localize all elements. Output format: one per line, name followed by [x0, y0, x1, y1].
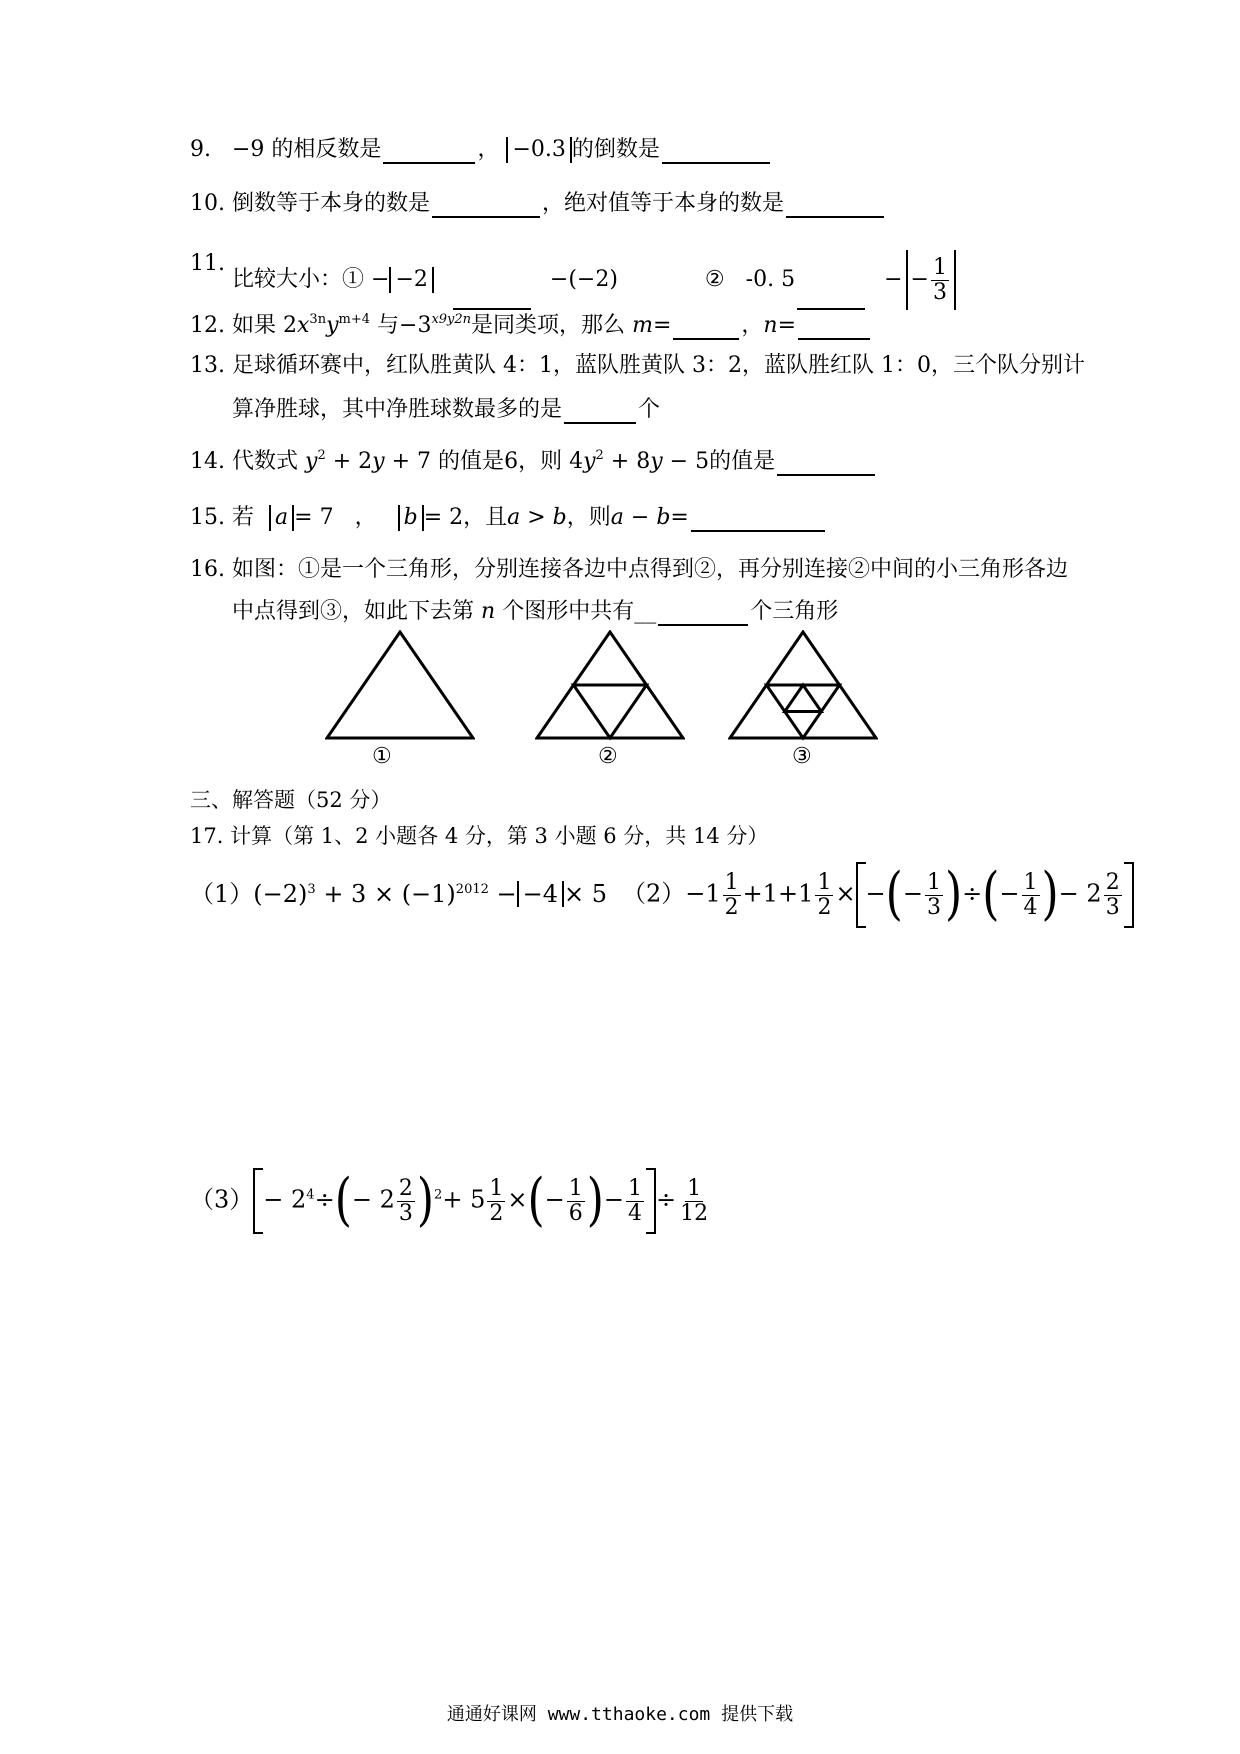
q14-text-c: ，则: [518, 449, 563, 474]
comma: ，: [354, 505, 377, 530]
q16-line-2b: 个图形中共有: [502, 599, 635, 624]
exponent: 2: [595, 448, 604, 463]
fraction: $\frac{1}{12}$: [680, 1175, 709, 1226]
circled-number: ②: [704, 267, 725, 292]
expression: −: [544, 1185, 565, 1214]
part-label: （1）: [190, 880, 254, 908]
q10-text-a: 倒数等于本身的数是: [232, 191, 431, 216]
paren: ): [416, 1167, 435, 1234]
question-number: 11.: [190, 251, 225, 276]
value: 6: [504, 449, 519, 474]
exponent: 3n: [309, 312, 327, 327]
minus-sign: −: [371, 267, 390, 292]
q14-text-b: 的值是: [438, 449, 505, 474]
absolute-value: −0.3: [506, 137, 571, 163]
expression: (−2): [253, 880, 308, 908]
exponent: 3: [307, 882, 316, 897]
q12-text-a: 如果 2: [232, 313, 297, 338]
expression: ×: [835, 879, 856, 908]
exam-page: 9. −9 的相反数是 ， −0.3 的倒数是 10. 倒数等于本身的数是 ，绝对值等于本身的数是 11. 比较大小：① − −2 −(−2) ② -0. 5 − − $\frac{1}{3}$ 12. 如果 $2x^{3n}y^{m+4}$ 与$-3^{x9y2n}$是同类项，那么 m= ，n= 13. 足球循环赛中，红队胜黄队 4：1，蓝队胜黄队 3：2，蓝队胜红队 1：0，三个队分别计 算净胜球，其中净胜球数最多的是 个 14. 代数式 $y^2 + 2y + 7$ 的值是6，则 $4y^2 + 8y - 5$的值是 15. 若 a = 7 ， b = 2，且a > b，则a − b= 16. 如图：①是一个三角形，分别连接各边中点得到②，再分别连接②中间的小三角形各边 中点得到③，如此下去第 n 个图形中共有__ 个三角形 ① ② ③ 三、解答题（52 分） 17. 计算（第 1、2 小题各 4 分，第 3 小题 6 分，共 14 分） $(1)(-2)^3 + 3 \times (-1)^{2012} - -4 \times 5$ （2）−1 $\frac{1}{2}$ +1+1 $\frac{1}{2}$ × −(− $\frac{1}{3}$ )÷(− $\frac{1}{4}$ )− 2 $\frac{2}{3}$ $(3) - 2^4\div(- 2$ $\frac{2}{3}$ )$^2$+ 5 $\frac{1}{2}$ ×(− $\frac{1}{6}$ )− $\frac{1}{4}$ ÷ $\frac{1}{12}$ 通通好课网 www.tthaoke.com 提供下载: [0, 0, 1240, 1754]
paren: (: [885, 861, 903, 928]
comma: ，: [477, 137, 500, 162]
absolute-value: −2: [389, 267, 433, 293]
answer-blank[interactable]: [658, 602, 748, 626]
variable: y: [650, 449, 663, 474]
expression: + 5: [442, 1185, 486, 1214]
triangle-figure-3: [728, 630, 878, 742]
equals: =: [652, 313, 672, 338]
variable: y: [372, 449, 385, 474]
abs-bar: [954, 250, 956, 310]
q13-line-2b: 个: [638, 397, 661, 422]
condition: a > b: [507, 505, 567, 530]
paren: (: [334, 1167, 352, 1234]
q16-line-2a: 中点得到③，如此下去第: [232, 599, 475, 624]
right-bracket: [1124, 862, 1134, 928]
fraction: $\frac{2}{3}$: [398, 1175, 413, 1226]
fraction: $\frac{1}{3}$: [926, 869, 941, 920]
question-number: 9.: [190, 137, 211, 162]
question-number: 14.: [190, 449, 225, 474]
expression: = 7: [294, 505, 334, 530]
expression: + 2: [332, 449, 373, 474]
question-number: 13.: [190, 353, 225, 378]
question-17-title: 17. 计算（第 1、2 小题各 4 分，第 3 小题 6 分，共 14 分）: [190, 824, 769, 848]
expression: 4: [569, 449, 584, 474]
expression: × 5: [564, 880, 608, 908]
comma: ，: [741, 313, 764, 338]
answer-blank[interactable]: [673, 316, 739, 340]
answer-blank[interactable]: [777, 452, 875, 476]
expression: −: [496, 880, 517, 908]
q13-line-2a: 算净胜球，其中净胜球数最多的是: [232, 397, 563, 422]
q12-text-b: 与−3: [377, 313, 432, 338]
expression: − 2: [1058, 879, 1102, 908]
expression: −: [865, 879, 886, 908]
q9-text-b: 的倒数是: [571, 137, 660, 162]
footer-credit: 通通好课网 www.tthaoke.com 提供下载: [446, 1704, 794, 1725]
answer-blank[interactable]: [786, 194, 884, 218]
exponent: x9y2n: [431, 312, 472, 327]
q9-text-a: −9 的相反数是: [232, 137, 382, 162]
paren: ): [944, 861, 963, 928]
answer-blank[interactable]: [797, 286, 865, 310]
fraction: $\frac{1}{4}$: [628, 1175, 643, 1226]
variable: n: [481, 599, 496, 624]
expression: +1+1: [742, 879, 814, 908]
expression: + 8: [610, 449, 651, 474]
exponent: m+4: [338, 312, 371, 327]
variable: y: [326, 313, 339, 338]
q13-line-1: 足球循环赛中，红队胜黄队 4：1，蓝队胜黄队 3：2，蓝队胜红队 1：0，三个队分别计: [232, 353, 1085, 378]
equals: =: [670, 505, 689, 530]
q16-line-1: 如图：①是一个三角形，分别连接各边中点得到②，再分别连接②中间的小三角形各边: [232, 557, 1069, 582]
question-number: 16.: [190, 557, 225, 582]
question-number: 12.: [190, 313, 225, 338]
q11-text-a: 比较大小：①: [232, 267, 365, 292]
equals: =: [777, 313, 796, 338]
q17-part-3: [190, 1168, 790, 1234]
q14-text-d: 的值是: [709, 449, 776, 474]
expression: − 5: [669, 449, 710, 474]
answer-blank[interactable]: [432, 194, 540, 218]
exponent: 2012: [455, 882, 489, 897]
absolute-value: −4: [517, 881, 564, 907]
answer-blank[interactable]: [798, 316, 870, 340]
expression: -0. 5: [745, 267, 796, 292]
paren: (: [982, 861, 1000, 928]
part-label: （2）: [622, 879, 686, 908]
answer-blank[interactable]: [662, 140, 770, 164]
figure-label-2: ②: [598, 744, 618, 769]
exponent: 4: [306, 1187, 315, 1203]
q16-line-2c: 个三角形: [750, 599, 839, 624]
expression: ×: [507, 1185, 528, 1214]
answer-blank[interactable]: [564, 400, 636, 424]
fraction: $\frac{2}{3}$: [1105, 869, 1120, 920]
absolute-value: b: [398, 505, 424, 531]
expression: −(−2): [549, 267, 618, 292]
expression: = 2: [423, 505, 464, 530]
expression: − 2: [263, 1185, 307, 1214]
expression: −: [603, 1185, 625, 1214]
q15-text-c: ，且: [463, 505, 508, 530]
abs-bar: [906, 250, 908, 310]
right-bracket: [646, 1168, 656, 1234]
minus-sign: −: [910, 267, 929, 292]
q14-text-a: 代数式: [232, 449, 299, 474]
expression: −: [902, 879, 923, 908]
triangle-figure-2: [535, 630, 685, 742]
question-number: 10.: [190, 191, 225, 216]
answer-blank[interactable]: [453, 286, 531, 310]
paren: ): [1041, 861, 1059, 928]
expression: + 7: [391, 449, 432, 474]
variable: y: [583, 449, 596, 474]
answer-blank[interactable]: [691, 508, 825, 532]
fraction: $\frac{1}{4}$: [1023, 869, 1038, 920]
q17-part-2: [622, 861, 1120, 928]
fraction: $\frac{1}{2}$: [724, 869, 739, 920]
absolute-value: a: [269, 505, 294, 531]
q12-text-c: 是同类项，那么: [471, 313, 626, 338]
paren: (: [527, 1167, 545, 1234]
expression: ÷: [962, 879, 983, 908]
left-bracket: [253, 1168, 263, 1234]
answer-blank[interactable]: [383, 140, 475, 164]
expression: + 3 × (−1): [323, 880, 456, 908]
fraction: $\frac{1}{2}$: [817, 869, 832, 920]
expression: −: [999, 879, 1020, 908]
question-number: 15.: [190, 505, 225, 530]
fraction: $\frac{1}{2}$: [489, 1175, 504, 1226]
comma: ，: [542, 191, 565, 216]
expression: − 2: [351, 1185, 395, 1214]
variable: n: [763, 313, 778, 338]
expression: ÷: [314, 1185, 335, 1214]
variable: x: [297, 313, 310, 338]
figure-label-3: ③: [792, 744, 812, 769]
part-label: （3）: [190, 1185, 254, 1214]
expression: −1: [685, 879, 721, 908]
paren: ): [586, 1167, 604, 1234]
variable: y: [305, 449, 318, 474]
section-title: 三、解答题（52 分）: [190, 788, 392, 812]
minus-sign: −: [884, 267, 903, 292]
exponent: 2: [434, 1187, 443, 1203]
expression: a − b: [610, 505, 671, 530]
expression: ÷: [656, 1185, 677, 1214]
fraction: $\frac{1}{3}$: [932, 254, 947, 305]
left-bracket: [856, 862, 866, 928]
q10-text-b: 绝对值等于本身的数是: [564, 191, 785, 216]
q15-text-d: ，则: [566, 505, 611, 530]
triangle-figure-1: [325, 630, 475, 742]
exponent: 2: [317, 448, 326, 463]
q15-text-a: 若: [232, 505, 255, 530]
variable: m: [632, 313, 653, 338]
figure-label-1: ①: [372, 744, 392, 769]
fraction: $\frac{1}{6}$: [568, 1175, 583, 1226]
